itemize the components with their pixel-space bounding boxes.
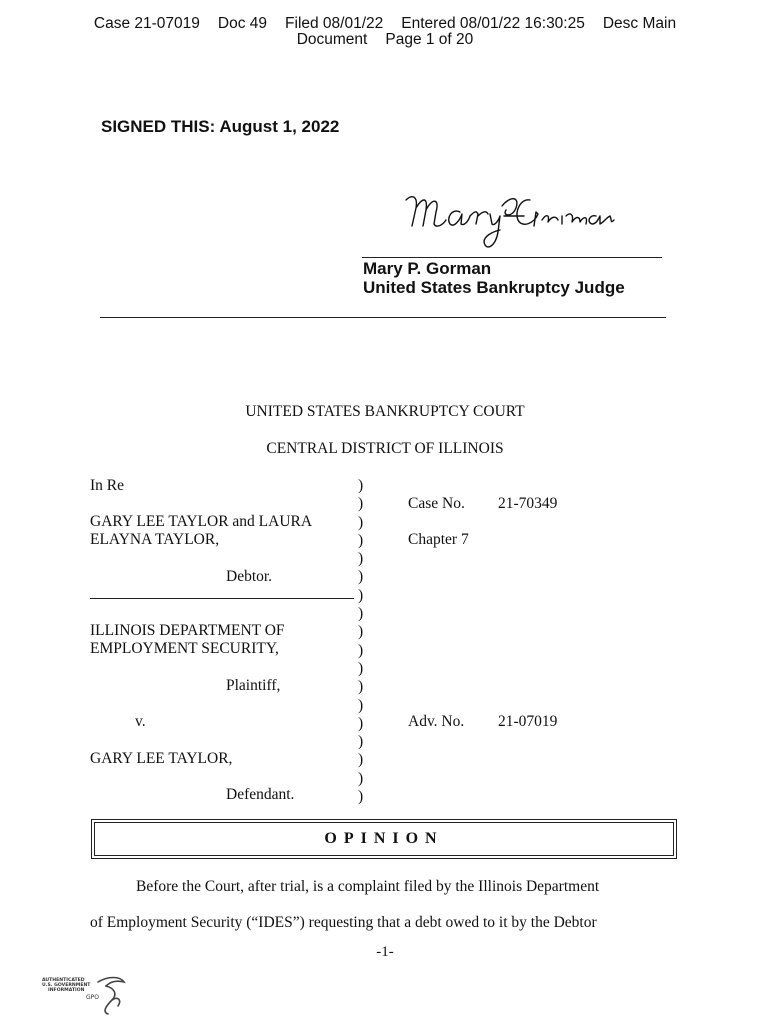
- case-no-value: 21-70349: [498, 495, 558, 512]
- opinion-title-box: [91, 819, 677, 859]
- plaintiff-name-line1: ILLINOIS DEPARTMENT OF: [90, 622, 285, 639]
- filed-date: Filed 08/01/22: [285, 15, 384, 32]
- case-no-label: Case No.: [408, 495, 465, 512]
- debtors-name-line1: GARY LEE TAYLOR and LAURA: [90, 513, 313, 530]
- gpo-line1: AUTHENTICATED: [42, 978, 85, 983]
- judge-title: United States Bankruptcy Judge: [363, 278, 625, 297]
- entered-date: Entered 08/01/22 16:30:25: [401, 15, 585, 32]
- chapter-label: Chapter 7: [408, 531, 469, 548]
- caption-rule: [90, 598, 354, 599]
- adv-no-label: Adv. No.: [408, 713, 465, 730]
- page-number: -1-: [376, 944, 394, 960]
- debtor-label: Debtor.: [226, 568, 273, 585]
- separator-rule: [100, 317, 666, 318]
- docket-header: [0, 16, 770, 32]
- in-re-label: In Re: [90, 477, 125, 494]
- court-district: CENTRAL DISTRICT OF ILLINOIS: [266, 440, 504, 457]
- signature-line: [362, 257, 662, 258]
- body-text-line2: of Employment Security (“IDES”) requesting that a debt owed to it by the Debtor: [90, 914, 597, 931]
- court-name: UNITED STATES BANKRUPTCY COURT: [245, 403, 525, 420]
- judge-name: Mary P. Gorman: [363, 259, 492, 278]
- caption-parentheses: ) ) ) ) ) ) ) ) ) ) ) ) ) ) ) ) ) ): [358, 477, 364, 806]
- plaintiff-label: Plaintiff,: [226, 677, 281, 694]
- document-label: Document: [296, 31, 368, 48]
- adv-no-value: 21-07019: [498, 713, 558, 730]
- body-text-line1: Before the Court, after trial, is a complaint filed by the Illinois Department: [136, 878, 600, 895]
- versus-label: v.: [135, 713, 146, 730]
- gpo-line3: INFORMATION: [48, 988, 85, 993]
- gpo-authentication-logo: [40, 972, 130, 1018]
- page-count: Page 1 of 20: [385, 31, 474, 48]
- plaintiff-name-line2: EMPLOYMENT SECURITY,: [90, 640, 279, 657]
- case-number: Case 21-07019: [93, 15, 200, 32]
- signed-date: SIGNED THIS: August 1, 2022: [101, 117, 340, 136]
- judge-signature: [398, 186, 638, 258]
- defendant-name: GARY LEE TAYLOR,: [90, 750, 233, 767]
- defendant-label: Defendant.: [226, 786, 295, 803]
- gpo-logo-text: [42, 978, 90, 993]
- debtors-name-line2: ELAYNA TAYLOR,: [90, 531, 220, 548]
- desc-label: Desc Main: [602, 15, 677, 32]
- eagle-icon: [94, 974, 128, 1016]
- gpo-line2: U.S. GOVERNMENT: [42, 983, 91, 988]
- docket-header-line2: [0, 32, 770, 48]
- doc-number: Doc 49: [217, 15, 268, 32]
- opinion-title: OPINION: [94, 822, 674, 856]
- gpo-mark: GPO: [86, 994, 99, 1001]
